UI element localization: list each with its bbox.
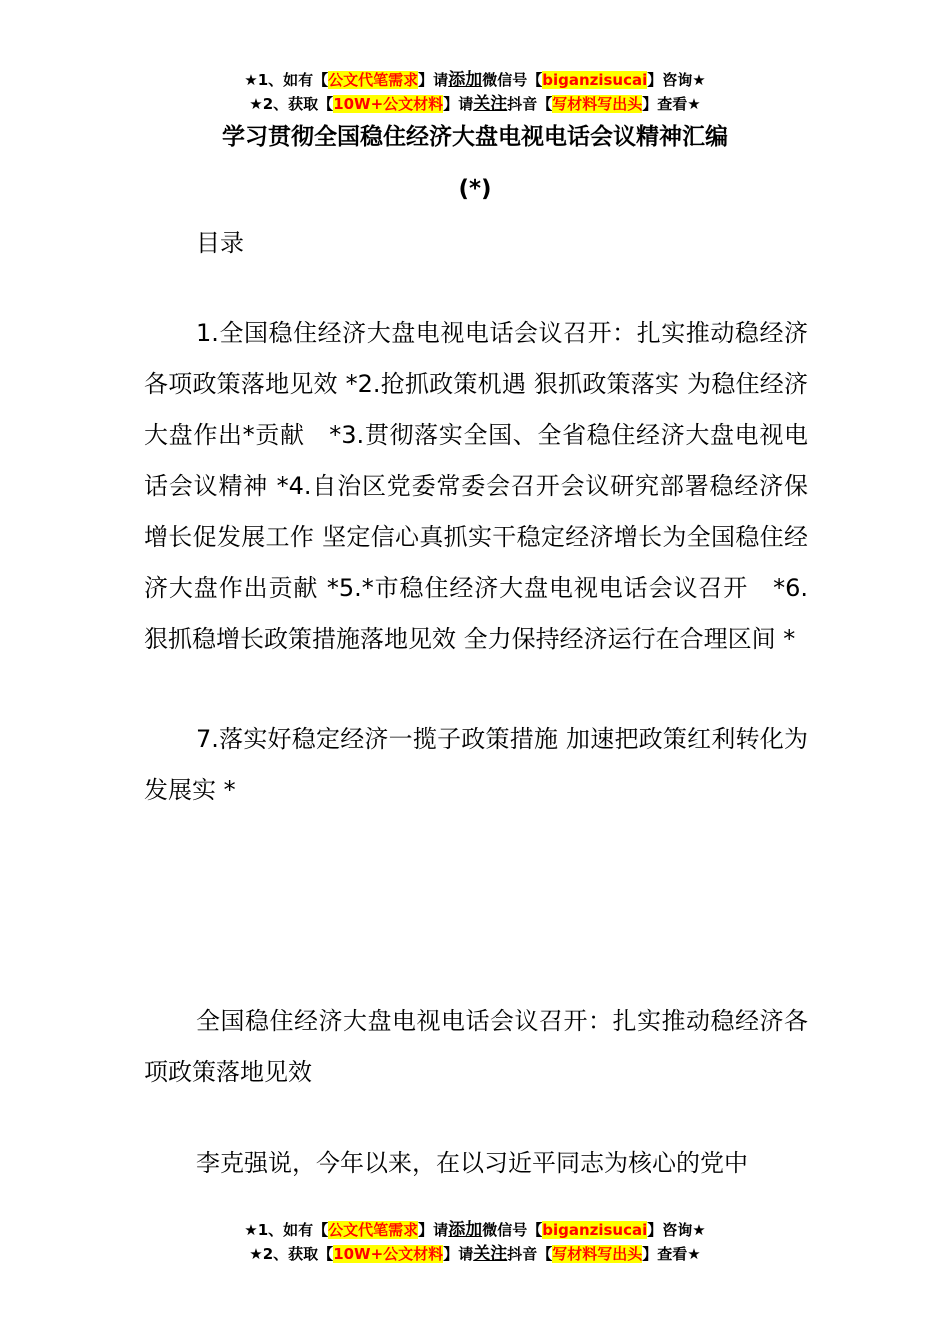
star-icon: ★ bbox=[692, 1221, 706, 1239]
document-title: 学习贯彻全国稳住经济大盘电视电话会议精神汇编 bbox=[222, 124, 728, 150]
service-highlight: 公文代笔需求 bbox=[328, 71, 419, 89]
footer-banner bbox=[0, 1218, 950, 1266]
banner-line-2: ★2、获取【10W+公文材料】请关注抖音【写材料写出头】查看★ bbox=[249, 94, 701, 114]
toc-paragraph: 1.全国稳住经济大盘电视电话会议召开：扎实推动稳经济各项政策落地见效 *2.抢抓政策机遇 狠抓政策落实 为稳住经济大盘作出*贡献 *3.贯彻落实全国、全省稳住经济大盘电视电话会议精神 *4.自治区党委常委会召开会议研究部署稳经济保增长促发展工作 坚定信心真抓实干稳定经济增长为全国稳住经济大盘作出贡献 *5.*市稳住经济大盘电视电话会议召开 *6.狠抓稳增长政策措施落地见效 全力保持经济运行在合理区间 * bbox=[144, 319, 808, 653]
banner-line-2: ★2、获取【10W+公文材料】请关注抖音【写材料写出头】查看★ bbox=[249, 1244, 701, 1264]
banner-line-1: ★1、如有【公文代笔需求】请添加微信号【biganzisucai】咨询★ bbox=[244, 70, 706, 90]
douyin-id: 写材料写出头 bbox=[552, 1245, 643, 1263]
materials-highlight: 10W+公文材料 bbox=[333, 1245, 444, 1263]
star-icon: ★ bbox=[687, 95, 701, 113]
star-icon: ★ bbox=[687, 1245, 701, 1263]
douyin-id: 写材料写出头 bbox=[552, 95, 643, 113]
wechat-id: biganzisucai bbox=[542, 71, 648, 89]
star-icon: ★ bbox=[692, 71, 706, 89]
star-icon: ★ bbox=[244, 1221, 258, 1239]
star-icon: ★ bbox=[244, 71, 258, 89]
star-icon: ★ bbox=[249, 1245, 263, 1263]
service-highlight: 公文代笔需求 bbox=[328, 1221, 419, 1239]
document-title-suffix: (*) bbox=[458, 176, 492, 202]
section-title: 全国稳住经济大盘电视电话会议召开：扎实推动稳经济各项政策落地见效 bbox=[144, 1007, 808, 1086]
wechat-id: biganzisucai bbox=[542, 1221, 648, 1239]
toc-paragraph: 7.落实好稳定经济一揽子政策措施 加速把政策红利转化为发展实 * bbox=[144, 725, 808, 804]
materials-highlight: 10W+公文材料 bbox=[333, 95, 444, 113]
section-paragraph: 李克强说，今年以来，在以习近平同志为核心的党中 bbox=[196, 1149, 748, 1177]
star-icon: ★ bbox=[249, 95, 263, 113]
toc-heading: 目录 bbox=[196, 229, 244, 257]
header-banner bbox=[0, 68, 950, 116]
banner-line-1: ★1、如有【公文代笔需求】请添加微信号【biganzisucai】咨询★ bbox=[244, 1220, 706, 1240]
